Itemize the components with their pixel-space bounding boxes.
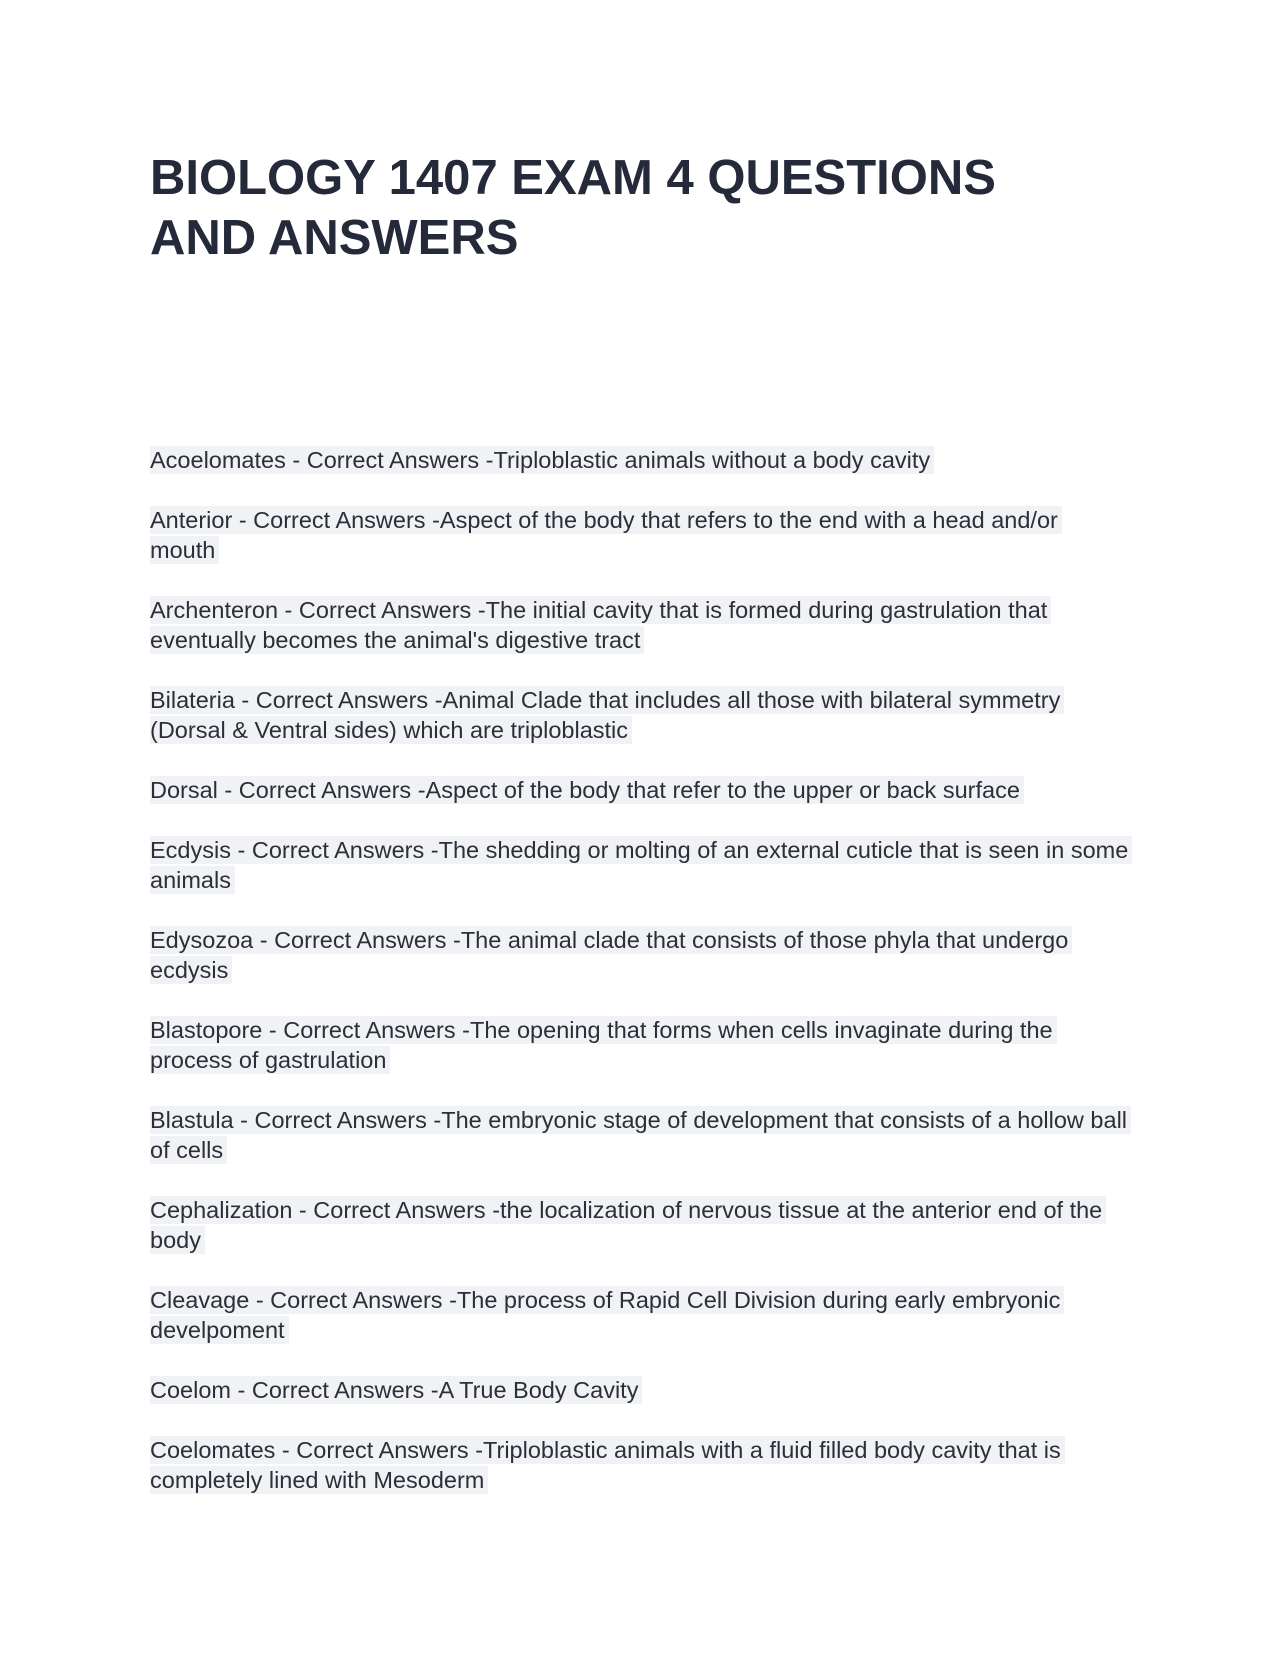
- term-entry-cephalization: [150, 1195, 1130, 1255]
- term-entry-acoelomates: [150, 445, 1130, 475]
- term-entry-bilateria: [150, 685, 1130, 745]
- term-entry-dorsal: [150, 775, 1130, 805]
- term-entry-blastula: [150, 1105, 1130, 1165]
- term-entry-coelomates: [150, 1435, 1130, 1495]
- term-entry-text: Blastopore - Correct Answers -The opening that forms when cells invaginate during the process of gastrulation: [150, 1016, 1057, 1074]
- term-entry-text: Coelom - Correct Answers -A True Body Cavity: [150, 1376, 642, 1404]
- term-entry-text: Acoelomates - Correct Answers -Triploblastic animals without a body cavity: [150, 446, 934, 474]
- term-entry-ecdysis: [150, 835, 1130, 895]
- term-list: [150, 445, 1130, 1525]
- term-entry-text: Cleavage - Correct Answers -The process of Rapid Cell Division during early embryonic develpoment: [150, 1286, 1064, 1344]
- term-entry-text: Anterior - Correct Answers -Aspect of the body that refers to the end with a head and/or mouth: [150, 506, 1062, 564]
- term-entry-text: Bilateria - Correct Answers -Animal Clade that includes all those with bilateral symmetry (Dorsal & Ventral sides) which are triploblastic: [150, 686, 1064, 744]
- document-title-line-1: BIOLOGY 1407 EXAM 4 QUESTIONS: [150, 151, 996, 205]
- term-entry-cleavage: [150, 1285, 1130, 1345]
- term-entry-text: Blastula - Correct Answers -The embryonic stage of development that consists of a hollow ball of cells: [150, 1106, 1131, 1164]
- term-entry-text: Edysozoa - Correct Answers -The animal clade that consists of those phyla that undergo ecdysis: [150, 926, 1072, 984]
- term-entry-text: Coelomates - Correct Answers -Triploblastic animals with a fluid filled body cavity that is completely lined with Mesoderm: [150, 1436, 1065, 1494]
- document-title-line-2: AND ANSWERS: [150, 211, 519, 265]
- term-entry-blastopore: [150, 1015, 1130, 1075]
- term-entry-anterior: [150, 505, 1130, 565]
- term-entry-text: Cephalization - Correct Answers -the localization of nervous tissue at the anterior end of the body: [150, 1196, 1106, 1254]
- term-entry-text: Ecdysis - Correct Answers -The shedding or molting of an external cuticle that is seen in some animals: [150, 836, 1132, 894]
- document-title: [150, 148, 1150, 268]
- term-entry-text: Dorsal - Correct Answers -Aspect of the body that refer to the upper or back surface: [150, 776, 1024, 804]
- term-entry-text: Archenteron - Correct Answers -The initial cavity that is formed during gastrulation that eventually becomes the animal's digestive tract: [150, 596, 1051, 654]
- term-entry-archenteron: [150, 595, 1130, 655]
- term-entry-coelom: [150, 1375, 1130, 1405]
- term-entry-edysozoa: [150, 925, 1130, 985]
